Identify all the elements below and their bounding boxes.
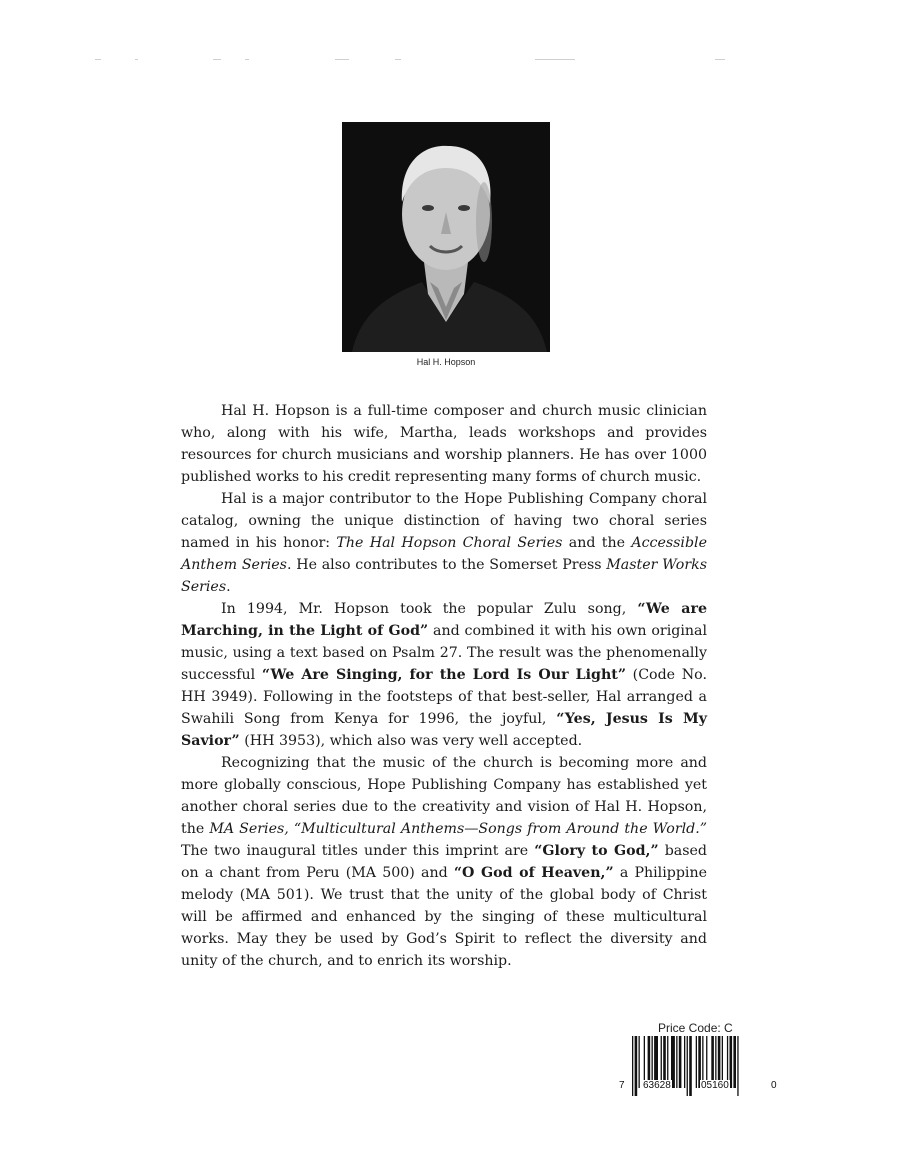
price-code: Price Code: C <box>658 1021 733 1035</box>
barcode-bar <box>635 1036 638 1096</box>
scan-noise-strip <box>95 58 755 61</box>
barcode-bar <box>676 1036 677 1088</box>
bio-p4-text: Recognizing that the music of the church is becoming more and more globally conscious, Hope Publishing Company has established yet another choral series due to the creativity and vision of Hal H. Hopson, the <box>181 755 707 837</box>
barcode-bar <box>639 1036 640 1088</box>
glory-to-god-title: “Glory to God,” <box>534 843 659 859</box>
yes-jesus-title: “Yes, Jesus Is My Savior” <box>181 711 708 749</box>
bio-paragraph-1: Hal H. Hopson is a full-time composer and church music clinician who, along with his wife, Martha, leads workshops and provides resources for church musicians and worship planners. He has over 1000 published works to his credit representing many forms of church music. <box>181 403 707 485</box>
bio-paragraph-3 <box>181 598 707 752</box>
photo-caption: Hal H. Hopson <box>416 357 476 367</box>
bio-p2-text: Hal is a major contributor to the Hope Publishing Company choral catalog, owning the unique distinction of having two choral series named in his honor: <box>181 491 707 551</box>
o-god-of-heaven-title: “O God of Heaven,” <box>453 865 614 881</box>
barcode-bar <box>687 1036 688 1096</box>
bio-p2-text: . He also contributes to the Somerset Press <box>286 557 607 573</box>
barcode-bar <box>696 1036 697 1088</box>
master-works-series-title: Master Works Series <box>181 557 707 595</box>
bio-p3-text: and combined it with his own original music, using a text based on Psalm 27. The result was the phenomenally successful <box>181 623 707 683</box>
barcode-group-right: 05160 <box>701 1080 729 1091</box>
barcode-bar <box>730 1036 733 1088</box>
bio-p4-text: The two inaugural titles under this imprint are <box>181 843 535 859</box>
bio-paragraph-2 <box>181 488 707 598</box>
bio-p4-text: a Philippine melody (MA 501). We trust that the unity of the global body of Christ will be affirmed and enhanced by the singing of these multicultural works. May they be used by God’s Spirit to reflect the diversity and unity of the church, and to enrich its worship. <box>181 865 707 969</box>
author-biography <box>181 400 707 972</box>
author-portrait <box>342 122 550 352</box>
barcode-bar <box>632 1036 633 1096</box>
bio-p2-text: . <box>226 579 231 595</box>
bio-paragraph-4 <box>181 752 707 972</box>
barcode-bar <box>684 1036 685 1088</box>
barcode-bar <box>737 1036 738 1096</box>
bio-p3-text: In 1994, Mr. Hopson took the popular Zulu song, <box>221 601 638 617</box>
bio-p3-text: (HH 3953), which also was very well accepted. <box>239 733 583 749</box>
barcode-digit-last: 0 <box>771 1080 777 1091</box>
accessible-anthem-series-title: Accessible Anthem Series <box>181 535 707 573</box>
bio-p4-text: based on a chant from Peru (MA 500) and <box>181 843 708 881</box>
barcode-digit-first: 7 <box>619 1080 625 1091</box>
ma-series-title: MA Series, “Multicultural Anthems—Songs from Around the World.” <box>209 821 707 837</box>
bio-p3-text: (Code No. HH 3949). Following in the footsteps of that best-seller, Hal arranged a Swahili Song from Kenya for 1996, the joyful, <box>181 667 707 727</box>
barcode-group-left: 63628 <box>643 1080 671 1091</box>
barcode-bar <box>679 1036 682 1088</box>
portrait-image <box>342 122 550 352</box>
barcode-bar <box>689 1036 692 1096</box>
bio-p2-text: and the <box>562 535 632 551</box>
hal-hopson-choral-series-title: The Hal Hopson Choral Series <box>336 535 563 551</box>
we-are-singing-title: “We Are Singing, for the Lord Is Our Light” <box>261 667 626 683</box>
barcode-bar <box>733 1036 736 1088</box>
we-are-marching-title: “We are Marching, in the Light of God” <box>181 601 707 639</box>
